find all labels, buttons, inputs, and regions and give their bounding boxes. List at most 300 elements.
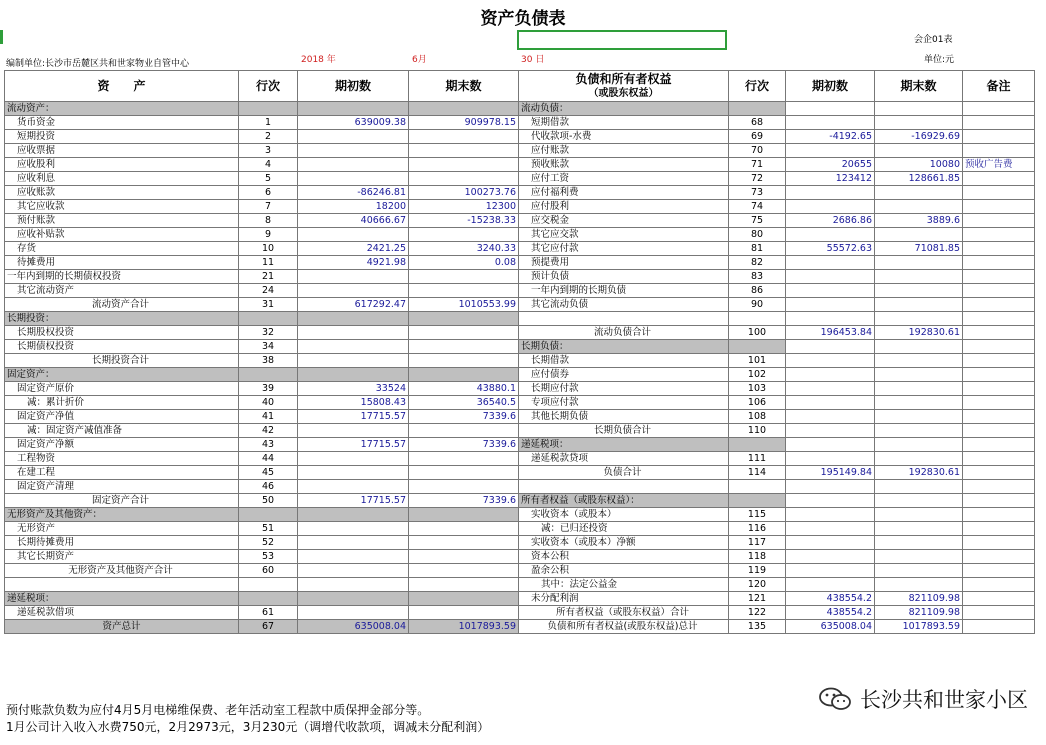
asset-name-cell[interactable]: 货币资金 [5, 116, 239, 130]
liability-name-cell[interactable]: 长期借款 [519, 354, 729, 368]
asset-end-cell[interactable] [409, 452, 519, 466]
asset-name-cell[interactable]: 长期投资合计 [5, 354, 239, 368]
note-cell[interactable] [963, 312, 1035, 326]
note-cell[interactable] [963, 172, 1035, 186]
asset-end-cell[interactable] [409, 522, 519, 536]
liability-name-cell[interactable]: 预收账款 [519, 158, 729, 172]
liability-end-cell[interactable] [875, 340, 963, 354]
asset-begin-cell[interactable]: 40666.67 [298, 214, 409, 228]
asset-end-cell[interactable] [409, 424, 519, 438]
liability-begin-cell[interactable] [786, 438, 875, 452]
liability-name-cell[interactable]: 长期应付款 [519, 382, 729, 396]
liability-seq-cell[interactable] [729, 102, 786, 116]
note-cell[interactable] [963, 256, 1035, 270]
liability-name-cell[interactable]: 其它流动负债 [519, 298, 729, 312]
asset-end-cell[interactable]: 3240.33 [409, 242, 519, 256]
liability-seq-cell[interactable]: 108 [729, 410, 786, 424]
liability-begin-cell[interactable] [786, 284, 875, 298]
liability-seq-cell[interactable]: 114 [729, 466, 786, 480]
asset-begin-cell[interactable]: 17715.57 [298, 410, 409, 424]
liability-end-cell[interactable] [875, 228, 963, 242]
note-cell[interactable] [963, 186, 1035, 200]
asset-end-cell[interactable] [409, 466, 519, 480]
note-cell[interactable] [963, 298, 1035, 312]
asset-name-cell[interactable]: 长期投资： [5, 312, 239, 326]
liability-begin-cell[interactable] [786, 452, 875, 466]
liability-end-cell[interactable] [875, 550, 963, 564]
asset-name-cell[interactable]: 资产总计 [5, 620, 239, 634]
liability-seq-cell[interactable]: 115 [729, 508, 786, 522]
asset-end-cell[interactable] [409, 480, 519, 494]
liability-name-cell[interactable]: 未分配利润 [519, 592, 729, 606]
asset-seq-cell[interactable]: 45 [239, 466, 298, 480]
asset-name-cell[interactable]: 固定资产合计 [5, 494, 239, 508]
liability-name-cell[interactable]: 应付账款 [519, 144, 729, 158]
liability-seq-cell[interactable] [729, 340, 786, 354]
liability-end-cell[interactable]: 10080 [875, 158, 963, 172]
asset-begin-cell[interactable]: 15808.43 [298, 396, 409, 410]
liability-end-cell[interactable] [875, 298, 963, 312]
liability-name-cell[interactable]: 长期负债合计 [519, 424, 729, 438]
asset-end-cell[interactable] [409, 172, 519, 186]
liability-begin-cell[interactable] [786, 354, 875, 368]
liability-end-cell[interactable] [875, 480, 963, 494]
asset-end-cell[interactable]: 0.08 [409, 256, 519, 270]
note-cell[interactable] [963, 466, 1035, 480]
asset-name-cell[interactable]: 长期股权投资 [5, 326, 239, 340]
asset-begin-cell[interactable] [298, 536, 409, 550]
asset-name-cell[interactable]: 应收票据 [5, 144, 239, 158]
asset-seq-cell[interactable]: 46 [239, 480, 298, 494]
liability-begin-cell[interactable] [786, 200, 875, 214]
asset-seq-cell[interactable] [239, 102, 298, 116]
asset-seq-cell[interactable]: 2 [239, 130, 298, 144]
liability-begin-cell[interactable]: 195149.84 [786, 466, 875, 480]
asset-begin-cell[interactable]: 2421.25 [298, 242, 409, 256]
liability-name-cell[interactable]: 应付工资 [519, 172, 729, 186]
asset-seq-cell[interactable]: 53 [239, 550, 298, 564]
asset-seq-cell[interactable]: 11 [239, 256, 298, 270]
asset-name-cell[interactable]: 应收账款 [5, 186, 239, 200]
asset-end-cell[interactable] [409, 312, 519, 326]
asset-end-cell[interactable]: 43880.1 [409, 382, 519, 396]
asset-begin-cell[interactable] [298, 158, 409, 172]
liability-end-cell[interactable] [875, 284, 963, 298]
asset-name-cell[interactable]: 减：固定资产减值准备 [5, 424, 239, 438]
asset-begin-cell[interactable] [298, 564, 409, 578]
asset-name-cell[interactable] [5, 578, 239, 592]
liability-seq-cell[interactable]: 101 [729, 354, 786, 368]
asset-begin-cell[interactable] [298, 522, 409, 536]
liability-name-cell[interactable]: 预提费用 [519, 256, 729, 270]
asset-begin-cell[interactable] [298, 340, 409, 354]
liability-end-cell[interactable] [875, 494, 963, 508]
liability-begin-cell[interactable]: 438554.2 [786, 606, 875, 620]
asset-end-cell[interactable]: 100273.76 [409, 186, 519, 200]
asset-seq-cell[interactable]: 6 [239, 186, 298, 200]
liability-begin-cell[interactable]: 20655 [786, 158, 875, 172]
asset-end-cell[interactable] [409, 228, 519, 242]
liability-end-cell[interactable] [875, 410, 963, 424]
liability-name-cell[interactable]: 流动负债： [519, 102, 729, 116]
liability-seq-cell[interactable]: 75 [729, 214, 786, 228]
liability-seq-cell[interactable] [729, 312, 786, 326]
liability-seq-cell[interactable]: 73 [729, 186, 786, 200]
asset-seq-cell[interactable]: 3 [239, 144, 298, 158]
asset-name-cell[interactable]: 其它长期资产 [5, 550, 239, 564]
asset-seq-cell[interactable]: 21 [239, 270, 298, 284]
asset-end-cell[interactable] [409, 284, 519, 298]
liability-end-cell[interactable] [875, 508, 963, 522]
asset-name-cell[interactable]: 预付账款 [5, 214, 239, 228]
note-cell[interactable] [963, 130, 1035, 144]
note-cell[interactable] [963, 396, 1035, 410]
liability-end-cell[interactable] [875, 256, 963, 270]
asset-name-cell[interactable]: 递延税款借项 [5, 606, 239, 620]
asset-seq-cell[interactable]: 52 [239, 536, 298, 550]
asset-name-cell[interactable]: 在建工程 [5, 466, 239, 480]
asset-name-cell[interactable]: 固定资产： [5, 368, 239, 382]
note-cell[interactable] [963, 452, 1035, 466]
asset-seq-cell[interactable]: 43 [239, 438, 298, 452]
asset-begin-cell[interactable] [298, 452, 409, 466]
note-cell[interactable] [963, 438, 1035, 452]
liability-begin-cell[interactable] [786, 186, 875, 200]
liability-begin-cell[interactable]: 635008.04 [786, 620, 875, 634]
liability-name-cell[interactable]: 一年内到期的长期负债 [519, 284, 729, 298]
asset-seq-cell[interactable]: 67 [239, 620, 298, 634]
asset-seq-cell[interactable]: 38 [239, 354, 298, 368]
liability-seq-cell[interactable]: 69 [729, 130, 786, 144]
asset-name-cell[interactable]: 应收补贴款 [5, 228, 239, 242]
liability-end-cell[interactable]: 3889.6 [875, 214, 963, 228]
liability-name-cell[interactable]: 资本公积 [519, 550, 729, 564]
asset-end-cell[interactable] [409, 592, 519, 606]
liability-name-cell[interactable]: 预计负债 [519, 270, 729, 284]
asset-name-cell[interactable]: 递延税项： [5, 592, 239, 606]
asset-seq-cell[interactable]: 31 [239, 298, 298, 312]
asset-end-cell[interactable]: 909978.15 [409, 116, 519, 130]
asset-name-cell[interactable]: 应收利息 [5, 172, 239, 186]
liability-name-cell[interactable]: 代收款项-水费 [519, 130, 729, 144]
liability-begin-cell[interactable] [786, 228, 875, 242]
liability-begin-cell[interactable]: -4192.65 [786, 130, 875, 144]
asset-name-cell[interactable]: 工程物资 [5, 452, 239, 466]
liability-end-cell[interactable] [875, 438, 963, 452]
note-cell[interactable] [963, 382, 1035, 396]
asset-end-cell[interactable] [409, 326, 519, 340]
note-cell[interactable] [963, 620, 1035, 634]
liability-begin-cell[interactable]: 55572.63 [786, 242, 875, 256]
liability-end-cell[interactable] [875, 368, 963, 382]
asset-seq-cell[interactable]: 40 [239, 396, 298, 410]
liability-end-cell[interactable] [875, 354, 963, 368]
asset-seq-cell[interactable]: 61 [239, 606, 298, 620]
asset-seq-cell[interactable]: 24 [239, 284, 298, 298]
liability-seq-cell[interactable]: 83 [729, 270, 786, 284]
asset-end-cell[interactable] [409, 368, 519, 382]
asset-name-cell[interactable]: 其它应收款 [5, 200, 239, 214]
asset-seq-cell[interactable]: 44 [239, 452, 298, 466]
asset-end-cell[interactable] [409, 578, 519, 592]
asset-begin-cell[interactable] [298, 326, 409, 340]
note-cell[interactable]: 预收广告费 [963, 158, 1035, 172]
asset-begin-cell[interactable] [298, 354, 409, 368]
asset-name-cell[interactable]: 长期待摊费用 [5, 536, 239, 550]
liability-end-cell[interactable]: 128661.85 [875, 172, 963, 186]
liability-begin-cell[interactable]: 438554.2 [786, 592, 875, 606]
liability-begin-cell[interactable] [786, 564, 875, 578]
asset-seq-cell[interactable] [239, 592, 298, 606]
asset-seq-cell[interactable]: 10 [239, 242, 298, 256]
liability-begin-cell[interactable] [786, 116, 875, 130]
asset-seq-cell[interactable]: 41 [239, 410, 298, 424]
liability-end-cell[interactable] [875, 382, 963, 396]
asset-begin-cell[interactable]: 4921.98 [298, 256, 409, 270]
asset-seq-cell[interactable]: 8 [239, 214, 298, 228]
liability-end-cell[interactable] [875, 270, 963, 284]
asset-name-cell[interactable]: 无形资产及其他资产合计 [5, 564, 239, 578]
asset-seq-cell[interactable] [239, 312, 298, 326]
liability-begin-cell[interactable] [786, 144, 875, 158]
asset-seq-cell[interactable]: 7 [239, 200, 298, 214]
note-cell[interactable] [963, 578, 1035, 592]
asset-name-cell[interactable]: 固定资产净值 [5, 410, 239, 424]
asset-begin-cell[interactable] [298, 102, 409, 116]
liability-seq-cell[interactable]: 90 [729, 298, 786, 312]
liability-begin-cell[interactable] [786, 508, 875, 522]
asset-end-cell[interactable] [409, 564, 519, 578]
liability-begin-cell[interactable] [786, 270, 875, 284]
asset-begin-cell[interactable] [298, 144, 409, 158]
asset-end-cell[interactable] [409, 270, 519, 284]
liability-seq-cell[interactable]: 110 [729, 424, 786, 438]
asset-begin-cell[interactable]: 33524 [298, 382, 409, 396]
asset-name-cell[interactable]: 无形资产 [5, 522, 239, 536]
liability-begin-cell[interactable] [786, 396, 875, 410]
note-cell[interactable] [963, 214, 1035, 228]
asset-begin-cell[interactable] [298, 592, 409, 606]
liability-name-cell[interactable]: 应交税金 [519, 214, 729, 228]
liability-begin-cell[interactable]: 2686.86 [786, 214, 875, 228]
note-cell[interactable] [963, 284, 1035, 298]
liability-name-cell[interactable]: 负债和所有者权益(或股东权益)总计 [519, 620, 729, 634]
asset-name-cell[interactable]: 应收股利 [5, 158, 239, 172]
liability-end-cell[interactable]: 821109.98 [875, 606, 963, 620]
asset-end-cell[interactable]: 1010553.99 [409, 298, 519, 312]
note-cell[interactable] [963, 508, 1035, 522]
liability-name-cell[interactable]: 其中：法定公益金 [519, 578, 729, 592]
liability-begin-cell[interactable] [786, 410, 875, 424]
asset-end-cell[interactable] [409, 130, 519, 144]
liability-name-cell[interactable]: 流动负债合计 [519, 326, 729, 340]
asset-begin-cell[interactable]: 18200 [298, 200, 409, 214]
asset-name-cell[interactable]: 待摊费用 [5, 256, 239, 270]
asset-begin-cell[interactable] [298, 228, 409, 242]
liability-end-cell[interactable] [875, 312, 963, 326]
asset-begin-cell[interactable] [298, 480, 409, 494]
liability-seq-cell[interactable]: 122 [729, 606, 786, 620]
selected-cell[interactable] [517, 30, 727, 50]
asset-end-cell[interactable]: 7339.6 [409, 438, 519, 452]
asset-end-cell[interactable]: 12300 [409, 200, 519, 214]
liability-name-cell[interactable] [519, 312, 729, 326]
asset-name-cell[interactable]: 流动资产： [5, 102, 239, 116]
liability-begin-cell[interactable] [786, 102, 875, 116]
note-cell[interactable] [963, 340, 1035, 354]
liability-seq-cell[interactable] [729, 438, 786, 452]
liability-seq-cell[interactable]: 118 [729, 550, 786, 564]
liability-end-cell[interactable] [875, 186, 963, 200]
asset-begin-cell[interactable] [298, 424, 409, 438]
asset-name-cell[interactable]: 其它流动资产 [5, 284, 239, 298]
note-cell[interactable] [963, 326, 1035, 340]
asset-begin-cell[interactable] [298, 130, 409, 144]
liability-end-cell[interactable] [875, 396, 963, 410]
liability-seq-cell[interactable]: 116 [729, 522, 786, 536]
asset-seq-cell[interactable]: 60 [239, 564, 298, 578]
note-cell[interactable] [963, 592, 1035, 606]
asset-seq-cell[interactable]: 9 [239, 228, 298, 242]
asset-seq-cell[interactable] [239, 508, 298, 522]
asset-begin-cell[interactable] [298, 284, 409, 298]
asset-begin-cell[interactable] [298, 172, 409, 186]
liability-begin-cell[interactable] [786, 578, 875, 592]
asset-name-cell[interactable]: 一年内到期的长期债权投资 [5, 270, 239, 284]
liability-begin-cell[interactable] [786, 256, 875, 270]
liability-end-cell[interactable] [875, 536, 963, 550]
note-cell[interactable] [963, 200, 1035, 214]
asset-begin-cell[interactable]: 617292.47 [298, 298, 409, 312]
liability-seq-cell[interactable]: 111 [729, 452, 786, 466]
liability-seq-cell[interactable]: 119 [729, 564, 786, 578]
asset-seq-cell[interactable]: 42 [239, 424, 298, 438]
liability-end-cell[interactable]: 71081.85 [875, 242, 963, 256]
liability-end-cell[interactable] [875, 144, 963, 158]
liability-name-cell[interactable]: 短期借款 [519, 116, 729, 130]
liability-name-cell[interactable]: 其他长期负债 [519, 410, 729, 424]
liability-begin-cell[interactable] [786, 536, 875, 550]
asset-name-cell[interactable]: 长期债权投资 [5, 340, 239, 354]
liability-seq-cell[interactable]: 86 [729, 284, 786, 298]
note-cell[interactable] [963, 536, 1035, 550]
liability-begin-cell[interactable]: 123412 [786, 172, 875, 186]
asset-name-cell[interactable]: 减：累计折价 [5, 396, 239, 410]
liability-end-cell[interactable]: 192830.61 [875, 466, 963, 480]
note-cell[interactable] [963, 480, 1035, 494]
liability-name-cell[interactable]: 盈余公积 [519, 564, 729, 578]
note-cell[interactable] [963, 424, 1035, 438]
asset-begin-cell[interactable]: -86246.81 [298, 186, 409, 200]
liability-seq-cell[interactable]: 117 [729, 536, 786, 550]
liability-begin-cell[interactable] [786, 480, 875, 494]
liability-begin-cell[interactable] [786, 550, 875, 564]
asset-end-cell[interactable] [409, 144, 519, 158]
asset-end-cell[interactable] [409, 550, 519, 564]
liability-name-cell[interactable]: 其它应交款 [519, 228, 729, 242]
asset-name-cell[interactable]: 无形资产及其他资产： [5, 508, 239, 522]
liability-begin-cell[interactable] [786, 340, 875, 354]
liability-name-cell[interactable]: 应付股利 [519, 200, 729, 214]
asset-begin-cell[interactable] [298, 312, 409, 326]
note-cell[interactable] [963, 550, 1035, 564]
liability-seq-cell[interactable]: 81 [729, 242, 786, 256]
asset-begin-cell[interactable] [298, 550, 409, 564]
liability-end-cell[interactable] [875, 452, 963, 466]
liability-begin-cell[interactable] [786, 368, 875, 382]
liability-seq-cell[interactable]: 80 [729, 228, 786, 242]
asset-name-cell[interactable]: 流动资产合计 [5, 298, 239, 312]
liability-name-cell[interactable]: 应付福利费 [519, 186, 729, 200]
asset-end-cell[interactable] [409, 536, 519, 550]
asset-seq-cell[interactable] [239, 578, 298, 592]
liability-seq-cell[interactable]: 70 [729, 144, 786, 158]
liability-name-cell[interactable]: 所有者权益（或股东权益）： [519, 494, 729, 508]
liability-begin-cell[interactable]: 196453.84 [786, 326, 875, 340]
asset-end-cell[interactable]: 36540.5 [409, 396, 519, 410]
note-cell[interactable] [963, 270, 1035, 284]
asset-begin-cell[interactable]: 17715.57 [298, 438, 409, 452]
liability-seq-cell[interactable]: 135 [729, 620, 786, 634]
liability-name-cell[interactable]: 应付债券 [519, 368, 729, 382]
liability-seq-cell[interactable]: 102 [729, 368, 786, 382]
asset-seq-cell[interactable]: 1 [239, 116, 298, 130]
liability-seq-cell[interactable]: 71 [729, 158, 786, 172]
asset-seq-cell[interactable]: 50 [239, 494, 298, 508]
liability-name-cell[interactable]: 实收资本（或股本）净额 [519, 536, 729, 550]
note-cell[interactable] [963, 368, 1035, 382]
liability-name-cell[interactable]: 递延税款贷项 [519, 452, 729, 466]
liability-begin-cell[interactable] [786, 298, 875, 312]
liability-name-cell[interactable]: 所有者权益（或股东权益）合计 [519, 606, 729, 620]
asset-name-cell[interactable]: 短期投资 [5, 130, 239, 144]
note-cell[interactable] [963, 410, 1035, 424]
liability-seq-cell[interactable] [729, 480, 786, 494]
asset-end-cell[interactable]: 7339.6 [409, 410, 519, 424]
liability-name-cell[interactable]: 专项应付款 [519, 396, 729, 410]
liability-end-cell[interactable] [875, 522, 963, 536]
liability-seq-cell[interactable]: 120 [729, 578, 786, 592]
asset-name-cell[interactable]: 固定资产原价 [5, 382, 239, 396]
asset-seq-cell[interactable]: 32 [239, 326, 298, 340]
asset-seq-cell[interactable]: 34 [239, 340, 298, 354]
liability-end-cell[interactable]: 1017893.59 [875, 620, 963, 634]
liability-seq-cell[interactable]: 103 [729, 382, 786, 396]
note-cell[interactable] [963, 102, 1035, 116]
asset-begin-cell[interactable] [298, 466, 409, 480]
liability-seq-cell[interactable]: 72 [729, 172, 786, 186]
liability-name-cell[interactable]: 其它应付款 [519, 242, 729, 256]
note-cell[interactable] [963, 144, 1035, 158]
liability-end-cell[interactable]: 821109.98 [875, 592, 963, 606]
note-cell[interactable] [963, 522, 1035, 536]
liability-seq-cell[interactable] [729, 494, 786, 508]
liability-name-cell[interactable]: 长期负债： [519, 340, 729, 354]
asset-begin-cell[interactable]: 639009.38 [298, 116, 409, 130]
asset-begin-cell[interactable] [298, 270, 409, 284]
note-cell[interactable] [963, 494, 1035, 508]
liability-name-cell[interactable]: 递延税项： [519, 438, 729, 452]
asset-seq-cell[interactable]: 5 [239, 172, 298, 186]
liability-begin-cell[interactable] [786, 494, 875, 508]
asset-end-cell[interactable] [409, 340, 519, 354]
liability-end-cell[interactable] [875, 200, 963, 214]
liability-end-cell[interactable] [875, 102, 963, 116]
liability-seq-cell[interactable]: 121 [729, 592, 786, 606]
liability-end-cell[interactable] [875, 424, 963, 438]
asset-begin-cell[interactable] [298, 508, 409, 522]
asset-seq-cell[interactable]: 39 [239, 382, 298, 396]
